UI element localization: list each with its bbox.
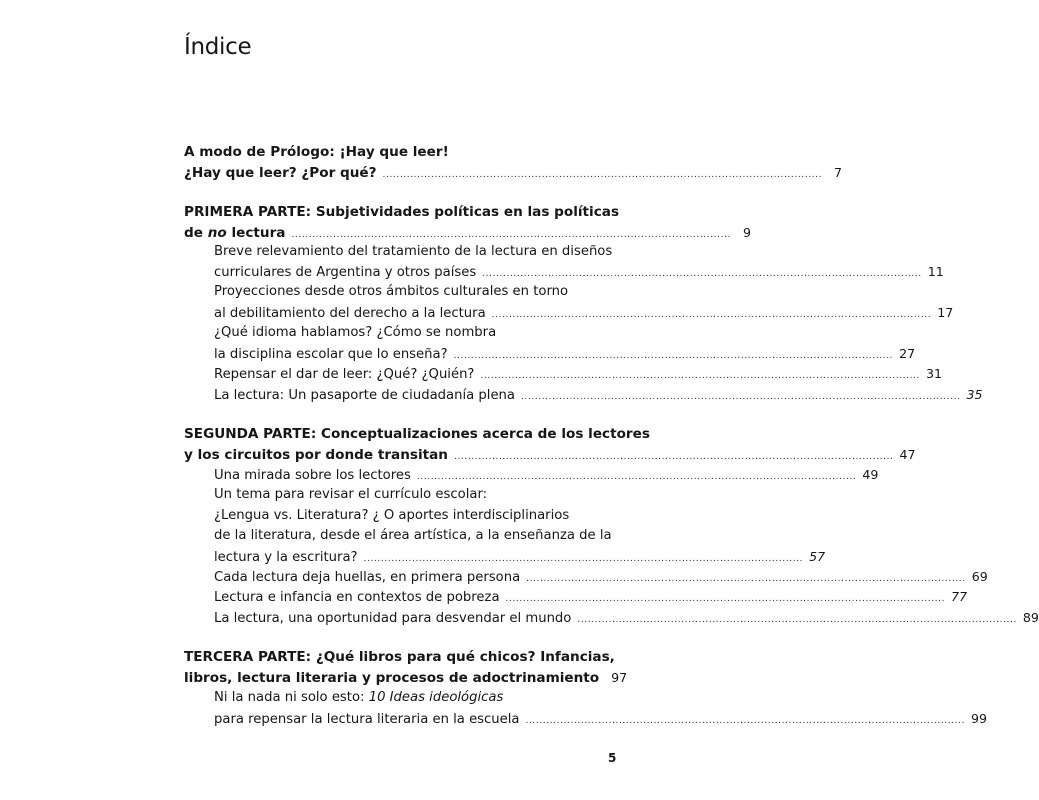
toc-text: PRIMERA PARTE: Subjetividades políticas en las políticas: [184, 204, 620, 220]
toc-entry-line[interactable]: [214, 709, 988, 729]
page-folio-number: 5: [608, 751, 617, 765]
toc-part2-line-2[interactable]: [184, 445, 916, 465]
toc-entry-line[interactable]: [214, 688, 614, 708]
page-number: 97: [611, 670, 628, 685]
toc-text: la disciplina escolar que lo enseña?: [214, 347, 448, 362]
toc-entry-line[interactable]: [214, 282, 614, 302]
toc-part1-line-1[interactable]: [184, 202, 620, 222]
page-number: 11: [927, 264, 944, 279]
toc-entry-line[interactable]: [214, 608, 1039, 628]
toc-entry-line[interactable]: [214, 485, 614, 505]
toc-entry-line[interactable]: [214, 587, 968, 607]
toc-entry-line[interactable]: [214, 385, 983, 405]
toc-text: Lectura e infancia en contextos de pobreza: [214, 590, 500, 605]
toc-entry-line[interactable]: [214, 303, 954, 323]
page-number: 47: [899, 447, 916, 462]
page-number: 27: [899, 346, 916, 361]
leader-dots: ...............................................................................................................................: [363, 554, 804, 564]
page-number: 9: [742, 225, 751, 240]
toc-text: libros, lectura literaria y procesos de adoctrinamiento: [184, 670, 600, 686]
page-number: 99: [971, 711, 988, 726]
toc-text: y los circuitos por donde transitan: [184, 447, 448, 463]
page-number: 17: [937, 305, 954, 320]
page-number: 31: [925, 366, 942, 381]
toc-text: ¿Qué idioma hablamos? ¿Cómo se nombra: [214, 325, 497, 340]
toc-text: Breve relevamiento del tratamiento de la lectura en diseños: [214, 244, 613, 259]
toc-text: La lectura, una oportunidad para desvendar el mundo: [214, 611, 572, 626]
toc-part2-line-1[interactable]: [184, 424, 650, 444]
toc-text: de la literatura, desde el área artística, a la enseñanza de la: [214, 528, 612, 543]
toc-text: La lectura: Un pasaporte de ciudadanía plena: [214, 388, 515, 403]
toc-entry-line[interactable]: [214, 526, 614, 546]
page-number: 57: [809, 549, 826, 564]
leader-dots: ...............................................................................................................................: [521, 392, 961, 402]
toc-text: al debilitamiento del derecho a la lectura: [214, 306, 486, 321]
leader-dots: ...............................................................................................................................: [416, 472, 857, 482]
toc-prologue-line-1[interactable]: [184, 142, 614, 162]
leader-dots: ...............................................................................................................................: [526, 574, 966, 584]
leader-dots: ...............................................................................................................................: [453, 351, 894, 361]
toc-text: TERCERA PARTE: ¿Qué libros para qué chicos? Infancias,: [184, 649, 615, 665]
leader-dots: ...............................................................................................................................: [382, 170, 823, 180]
toc-text: ¿Hay que leer? ¿Por qué?: [184, 165, 377, 181]
toc-entry-line[interactable]: [214, 262, 944, 282]
toc-text: curriculares de Argentina y otros países: [214, 265, 477, 280]
toc-text: para repensar la lectura literaria en la escuela: [214, 712, 520, 727]
toc-entry-line[interactable]: [214, 506, 614, 526]
page-number: 89: [1022, 610, 1039, 625]
leader-dots: ...............................................................................................................................: [453, 452, 894, 462]
toc-entry-line[interactable]: [214, 567, 988, 587]
leader-dots: ...............................................................................................................................: [505, 594, 946, 604]
toc-part3-line-1[interactable]: [184, 647, 614, 667]
toc-text: Una mirada sobre los lectores: [214, 468, 411, 483]
toc-text: SEGUNDA PARTE: Conceptualizaciones acerca de los lectores: [184, 426, 650, 442]
toc-text: A modo de Prólogo: ¡Hay que leer!: [184, 144, 449, 160]
leader-dots: ...............................................................................................................................: [291, 230, 731, 240]
toc-entry-line[interactable]: [214, 242, 614, 262]
toc-entry-line[interactable]: [214, 465, 879, 485]
page-number: 7: [834, 165, 843, 180]
page-title: Índice: [184, 34, 252, 60]
toc-text: de no lectura: [184, 225, 286, 241]
leader-dots: ...............................................................................................................................: [525, 716, 966, 726]
leader-dots: ...............................................................................................................................: [577, 615, 1017, 625]
page-number: 35: [966, 387, 983, 402]
toc-part3-line-2[interactable]: [184, 668, 628, 688]
toc-text: Ni la nada ni solo esto: 10 Ideas ideológicas: [214, 690, 504, 705]
toc-text: Cada lectura deja huellas, en primera persona: [214, 570, 521, 585]
toc-entry-line[interactable]: [214, 323, 614, 343]
toc-text: Proyecciones desde otros ámbitos culturales en torno: [214, 284, 569, 299]
page-number: 49: [862, 467, 879, 482]
toc-text: Repensar el dar de leer: ¿Qué? ¿Quién?: [214, 367, 475, 382]
toc-part1-line-2[interactable]: [184, 223, 751, 243]
page-number: 77: [951, 589, 968, 604]
toc-entry-line[interactable]: [214, 364, 942, 384]
toc-entry-line[interactable]: [214, 547, 826, 567]
toc-text: lectura y la escritura?: [214, 550, 358, 565]
leader-dots: ...............................................................................................................................: [480, 371, 920, 381]
leader-dots: ...............................................................................................................................: [491, 310, 932, 320]
toc-text: Un tema para revisar el currículo escolar:: [214, 487, 488, 502]
toc-text: ¿Lengua vs. Literatura? ¿ O aportes interdisciplinarios: [214, 508, 570, 523]
toc-prologue-line-2[interactable]: [184, 163, 843, 183]
toc-entry-line[interactable]: [214, 344, 916, 364]
leader-dots: ...............................................................................................................................: [482, 269, 922, 279]
page-number: 69: [971, 569, 988, 584]
